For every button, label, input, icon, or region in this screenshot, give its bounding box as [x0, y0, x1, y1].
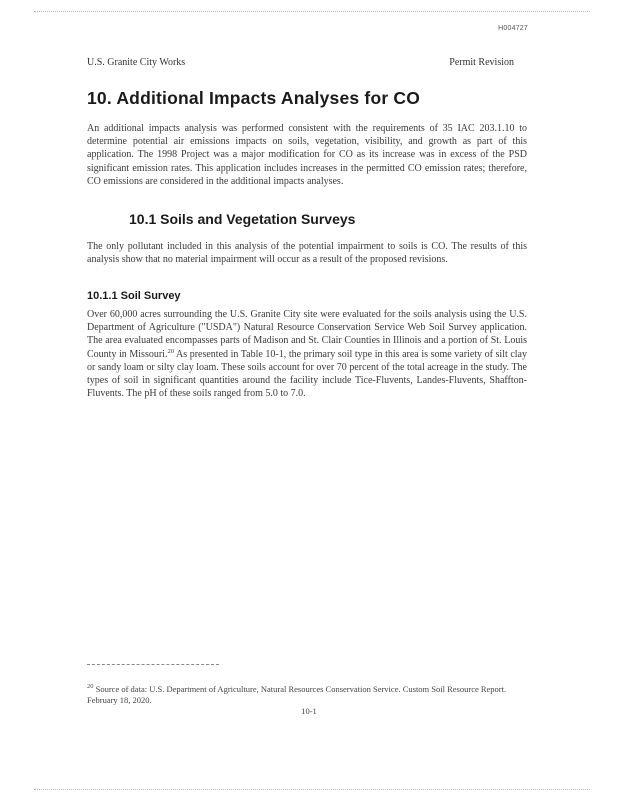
- soil-survey-paragraph: [87, 308, 527, 400]
- footnote-text: Source of data: U.S. Department of Agriculture, Natural Resources Conservation Service. Custom Soil Resource Report. February 18, 2020.: [87, 684, 507, 705]
- footnote: [87, 684, 517, 706]
- footnote-reference: 20: [167, 347, 174, 355]
- page-number: 10-1: [301, 706, 317, 716]
- footnote-number: 20: [87, 683, 94, 690]
- section-heading: 10. Additional Impacts Analyses for CO: [87, 88, 421, 108]
- soil-survey-text-part1: Over 60,000 acres surrounding the U.S. Granite City site were evaluated for the soils analysis using the U.S. Department of Agriculture ("USDA") Natural Resource Conservation Service Web Soil Survey application. The area evaluated encompasses parts of Madison and St. Clair Counties in Illinois and a portion of St. Louis County in Missouri.: [87, 309, 527, 360]
- subsection-heading: 10.1 Soils and Vegetation Surveys: [129, 211, 356, 227]
- header-document-type: Permit Revision: [449, 57, 514, 68]
- subsubsection-heading: 10.1.1 Soil Survey: [87, 290, 181, 302]
- top-dotted-border: [34, 11, 590, 12]
- soil-survey-text-part2: As presented in Table 10-1, the primary soil type in this area is some variety of silt clay or sandy loam or silty clay loam. These soils account for over 70 percent of the total acreage in the study. The types of soil in significant quantities around the facility include Tice-Fluvents, Landes-Fluvents, Shaffton-Fluvents. The pH of these soils ranged from 5.0 to 7.0.: [87, 348, 527, 400]
- bottom-dotted-border: [34, 789, 590, 790]
- section-paragraph: An additional impacts analysis was performed consistent with the requirements of 35 IAC 203.1.10 to determine potential air emissions impacts on soils, vegetation, visibility, and growth as part of this application. The 1998 Project was a major modification for CO as its increase was in excess of the PSD significant emission rates. This application includes increases in the permitted CO emission rates; therefore, CO emissions are considered in the additional impacts analyses.: [87, 123, 527, 187]
- header-facility-name: U.S. Granite City Works: [87, 57, 186, 68]
- footnote-separator: [87, 664, 219, 665]
- subsection-paragraph: The only pollutant included in this analysis of the potential impairment to soils is CO. The results of this analysis show that no material impairment will occur as a result of the proposed revisions.: [87, 241, 527, 266]
- document-id: H004727: [498, 25, 528, 32]
